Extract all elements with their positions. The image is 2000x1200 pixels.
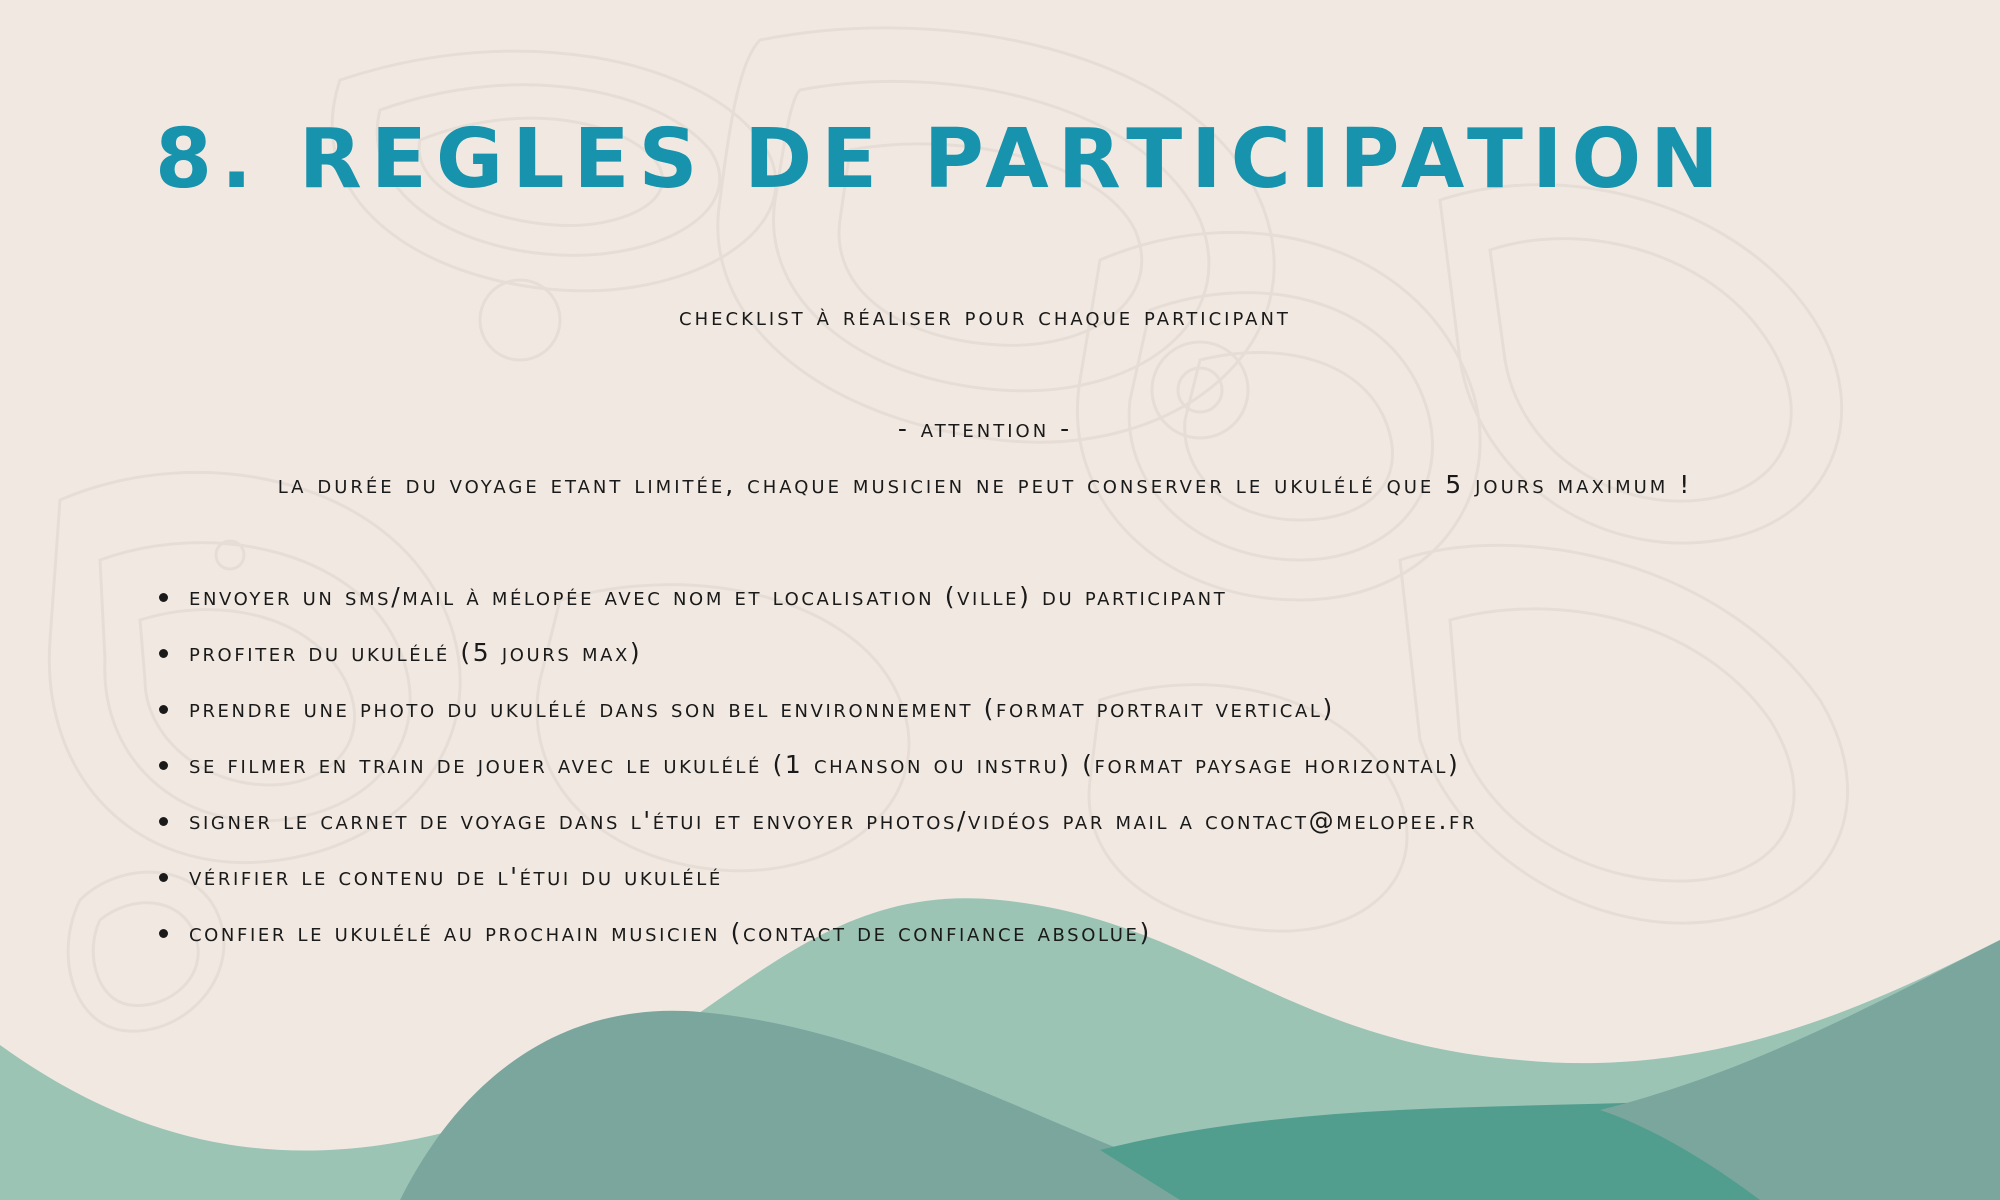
bullet-icon bbox=[159, 649, 168, 658]
checklist-subtitle: checklist à réaliser pour chaque participant bbox=[679, 302, 1291, 331]
checklist-item bbox=[155, 858, 1477, 914]
bullet-icon bbox=[159, 817, 168, 826]
checklist-item-text: envoyer un sms/mail à mélopée avec nom et localisation (ville) du participant bbox=[189, 582, 1228, 611]
checklist-item bbox=[155, 578, 1477, 634]
checklist-item-text: prendre une photo du ukulélé dans son bel environnement (format portrait vertical) bbox=[189, 694, 1335, 723]
checklist-item bbox=[155, 690, 1477, 746]
checklist bbox=[155, 578, 1477, 970]
bullet-icon bbox=[159, 761, 168, 770]
attention-heading: - attention - bbox=[897, 414, 1073, 443]
checklist-item bbox=[155, 802, 1477, 858]
checklist-item-text: profiter du ukulélé (5 jours max) bbox=[189, 638, 643, 667]
bullet-icon bbox=[159, 873, 168, 882]
checklist-item bbox=[155, 914, 1477, 970]
bullet-icon bbox=[159, 593, 168, 602]
checklist-item bbox=[155, 634, 1477, 690]
checklist-item-text: se filmer en train de jouer avec le ukulélé (1 chanson ou instru) (format paysage horizontal) bbox=[189, 750, 1461, 779]
page-title: 8. REGLES DE PARTICIPATION bbox=[155, 112, 1728, 207]
checklist-item-text: confier le ukulélé au prochain musicien (contact de confiance absolue) bbox=[189, 918, 1152, 947]
bullet-icon bbox=[159, 705, 168, 714]
checklist-item bbox=[155, 746, 1477, 802]
checklist-item-text: vérifier le contenu de l'étui du ukulélé bbox=[189, 862, 723, 891]
attention-text: la durée du voyage etant limitée, chaque musicien ne peut conserver le ukulélé que 5 jours maximum ! bbox=[277, 470, 1693, 499]
checklist-item-text: signer le carnet de voyage dans l'étui et envoyer photos/vidéos par mail a contact@melopee.fr bbox=[189, 806, 1478, 835]
bullet-icon bbox=[159, 929, 168, 938]
